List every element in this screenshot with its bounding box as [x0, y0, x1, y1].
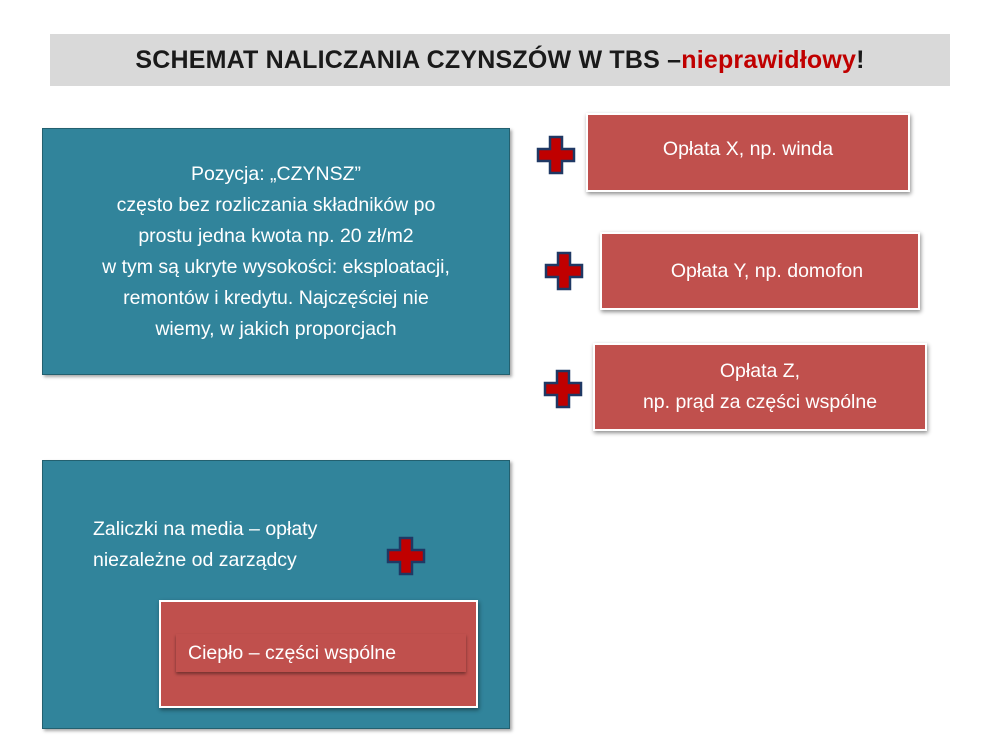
fee-y-box — [600, 232, 920, 310]
heat-box — [159, 600, 478, 708]
rent-description — [102, 159, 450, 345]
heat-label: Ciepło – części wspólne — [188, 641, 397, 664]
fee-y-label: Opłata Y, np. domofon — [670, 259, 864, 282]
plus-icon — [386, 536, 426, 576]
media-description — [93, 514, 317, 576]
plus-icon — [543, 369, 583, 409]
fee-z-label-line1: Opłata Z, — [719, 360, 801, 382]
rent-line: prostu jedna kwota np. 20 zł/m2 — [138, 224, 414, 247]
slide-title — [50, 34, 950, 86]
plus-icon — [544, 251, 584, 291]
plus-icon — [536, 135, 576, 175]
rent-line: w tym są ukryte wysokości: eksploatacji, — [102, 255, 450, 278]
media-line: Zaliczki na media – opłaty — [93, 518, 318, 540]
title-suffix: ! — [856, 45, 865, 74]
rent-line: Pozycja: „CZYNSZ” — [190, 162, 362, 185]
fee-z-box — [593, 343, 927, 431]
fee-x-label: Opłata X, np. winda — [662, 138, 834, 160]
rent-line: remontów i kredytu. Najczęściej nie — [123, 286, 429, 309]
title-accent: nieprawidłowy — [681, 45, 857, 74]
heat-label-box — [176, 634, 466, 672]
fee-x-box — [586, 113, 910, 192]
media-line: niezależne od zarządcy — [93, 549, 297, 571]
rent-line: wiemy, w jakich proporcjach — [155, 317, 397, 340]
fee-z-label-line2: np. prąd za części wspólne — [642, 391, 878, 413]
rent-line: często bez rozliczania składników po — [116, 193, 436, 216]
title-text: SCHEMAT NALICZANIA CZYNSZÓW W TBS – — [135, 45, 682, 74]
rent-box — [42, 128, 510, 375]
